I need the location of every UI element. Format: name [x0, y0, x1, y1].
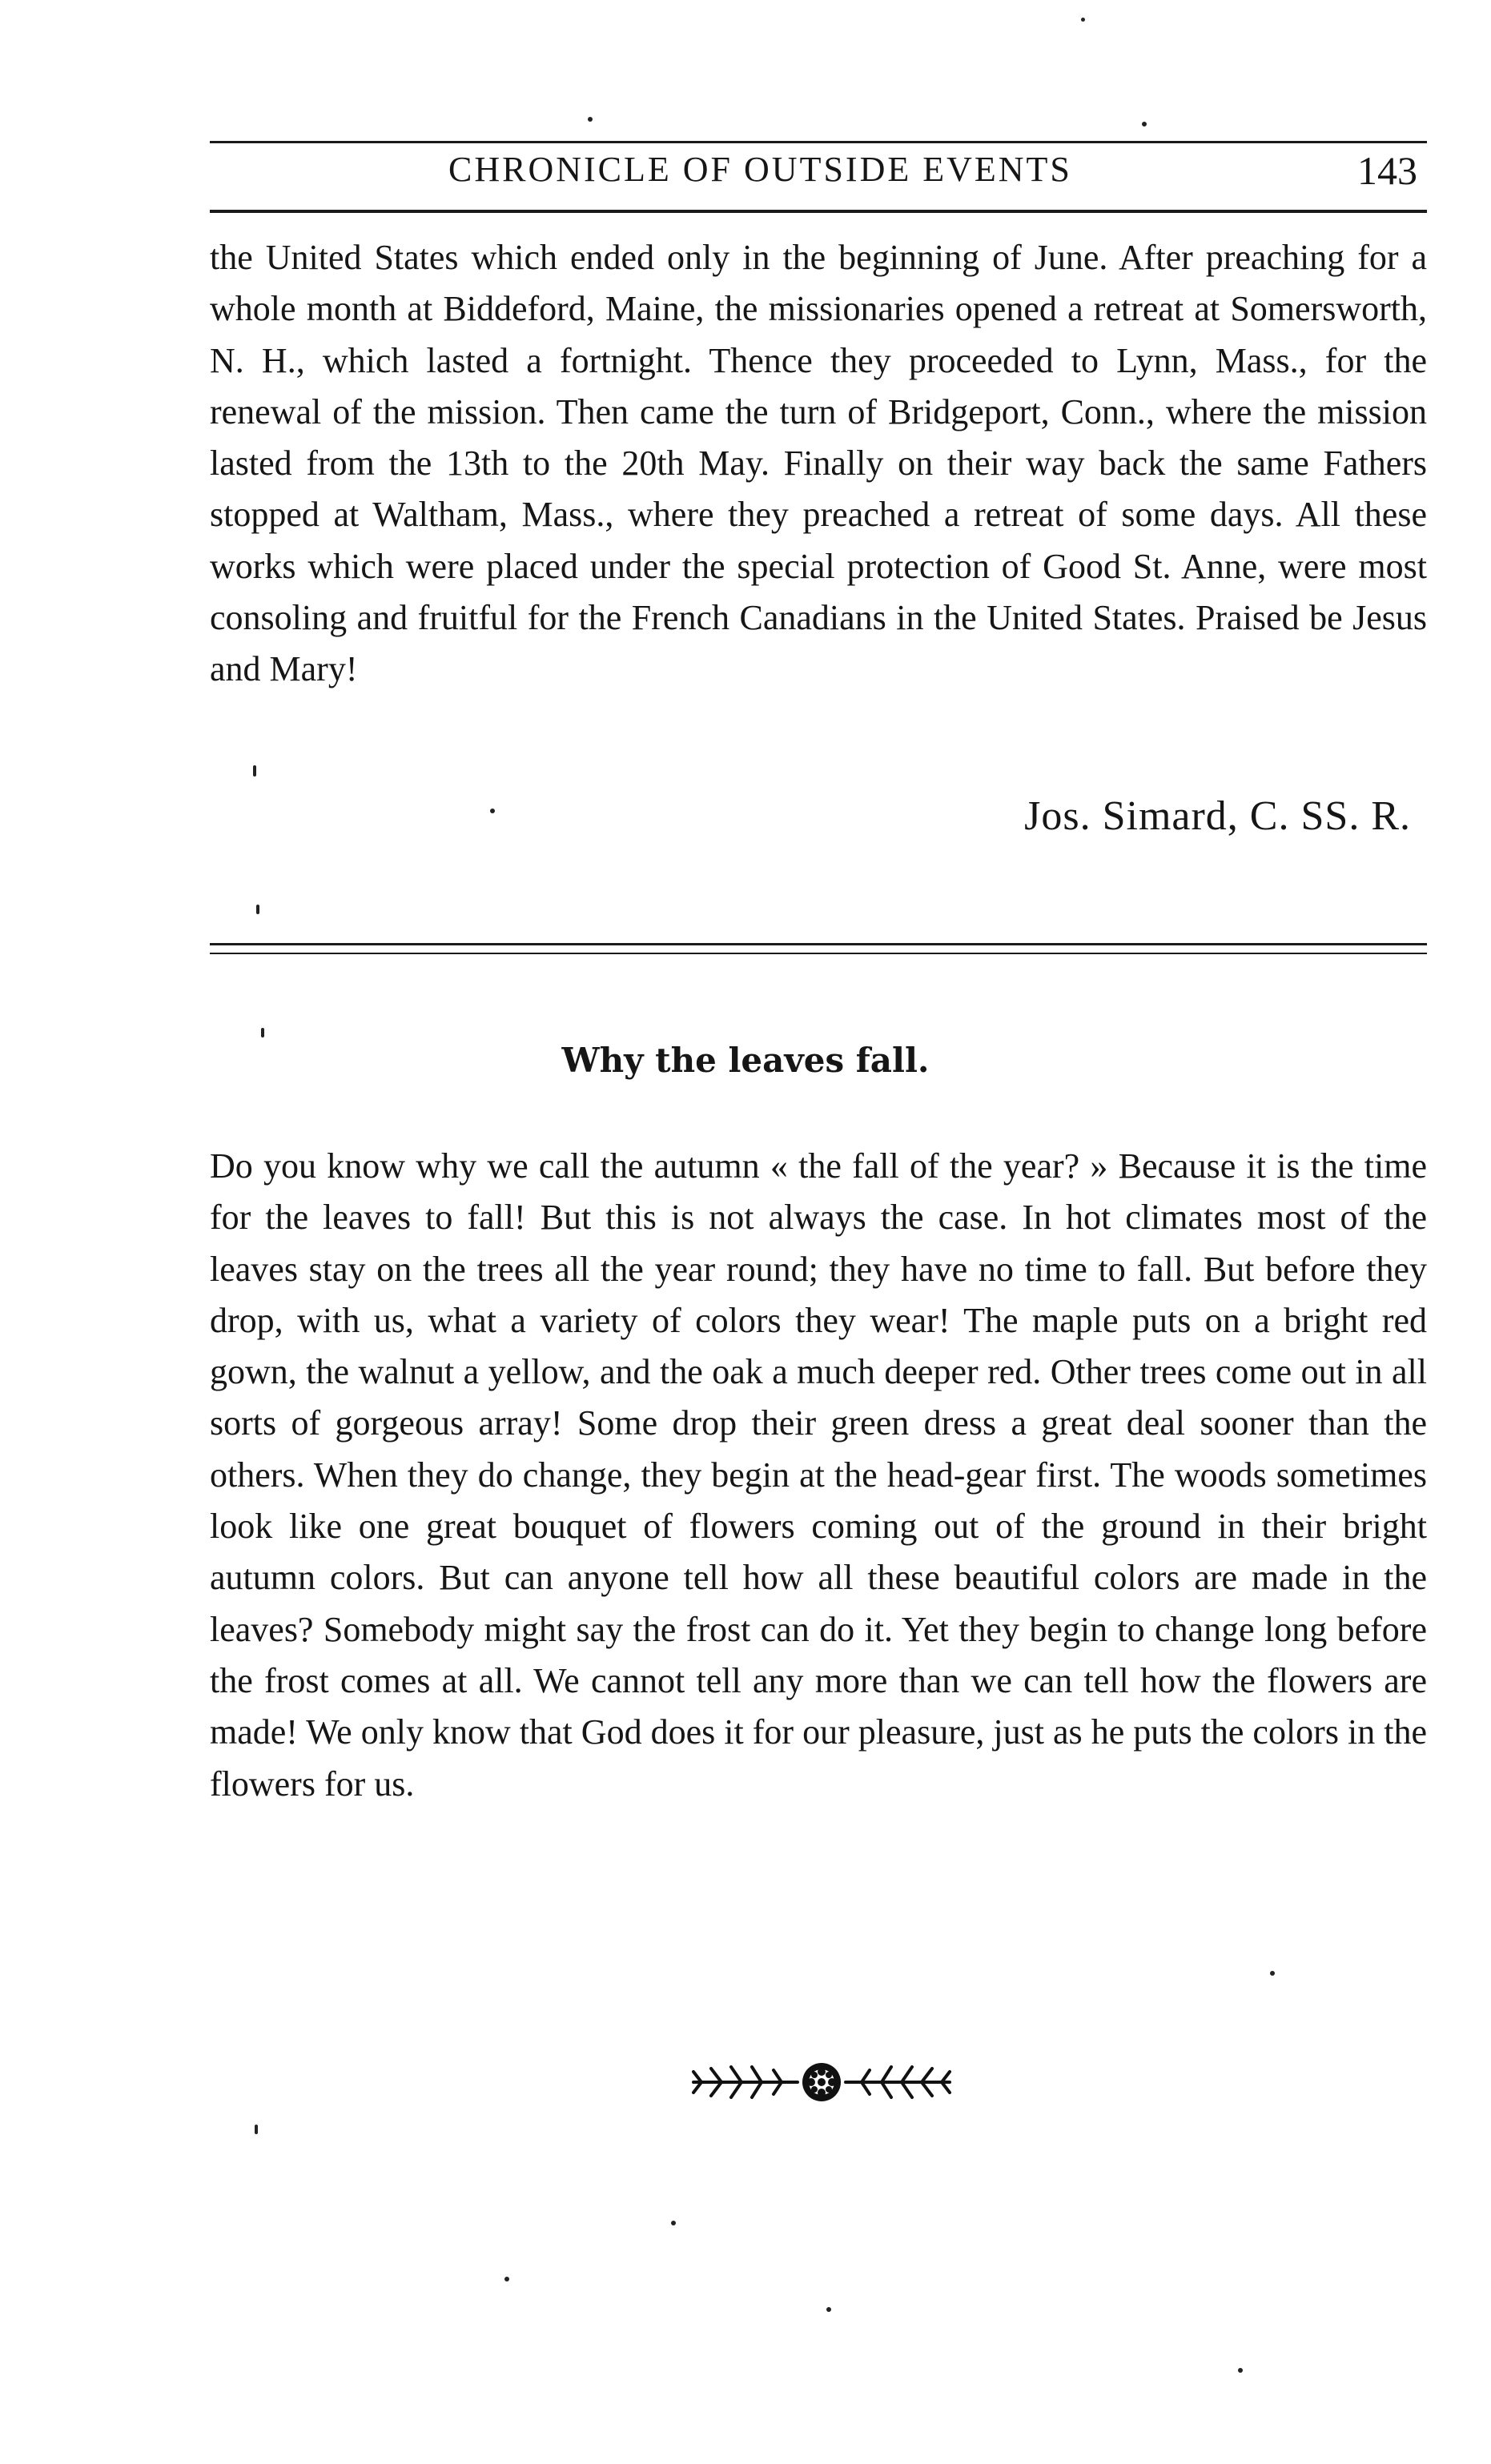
floral-ornament-icon — [685, 2054, 958, 2110]
article-paragraph-leaves: Do you know why we call the autumn « the fall of the year? » Because it is the time for the leaves to fall! But this is not always the case. In hot climates most of the leaves stay on the trees all the year round; they have no time to fall. But before they drop, with us, what a variety of colors they wear! The maple puts on a bright red gown, the walnut a yellow, and the oak a much deeper red. Other trees come out in all sorts of gorgeous array! Some drop their green dress a great deal sooner than the others. When they do change, they begin at the head-gear first. The woods sometimes look like one great bouquet of flowers coming out of the ground in their bright autumn colors. But can anyone tell how all these beautiful colors are made in the leaves? Somebody might say the frost can do it. Yet they begin to change long before the frost comes at all. We cannot tell any more than we can tell how the flowers are made! We only know that God does it for our pleasure, just as he puts the colors in the flowers for us. — [210, 1146, 1427, 1804]
paper-speck — [826, 2307, 831, 2312]
header-rule-top — [210, 141, 1427, 143]
running-title: CHRONICLE OF OUTSIDE EVENTS — [448, 150, 1072, 189]
paper-speck — [253, 765, 256, 777]
paper-speck — [671, 2221, 676, 2225]
section-heading: Why the leaves fall. — [561, 1041, 930, 1080]
paper-speck — [1081, 18, 1085, 22]
paper-speck — [255, 2125, 258, 2134]
paper-speck — [256, 905, 259, 914]
paper-speck — [588, 117, 593, 122]
section-divider-rule — [210, 943, 1427, 945]
paper-speck — [490, 809, 495, 813]
paper-speck — [261, 1028, 264, 1037]
page-number: 143 — [1357, 148, 1417, 193]
paper-speck — [1142, 122, 1147, 126]
paper-speck — [1270, 1971, 1275, 1976]
paper-speck — [504, 2277, 509, 2281]
author-signature: Jos. Simard, C. SS. R. — [1024, 793, 1411, 839]
paper-speck — [1238, 2368, 1243, 2373]
article-paragraph-chronicle: the United States which ended only in the beginning of June. After preaching for a whole month at Biddeford, Maine, the missionaries opened a retreat at Somersworth, N. H., which lasted a fortnight. Thence they proceeded to Lynn, Mass., for the renewal of the mission. Then came the turn of Bridgeport, Conn., where the mission lasted from the 13th to the 20th May. Finally on their way back the same Fathers stopped at Waltham, Mass., where they preached a retreat of some days. All these works which were placed under the special protection of Good St. Anne, were most consoling and fruitful for the French Canadians in the United States. Praised be Jesus and Mary! — [210, 238, 1427, 689]
header-rule-bottom — [210, 210, 1427, 213]
section-divider-rule-thin — [210, 953, 1427, 954]
